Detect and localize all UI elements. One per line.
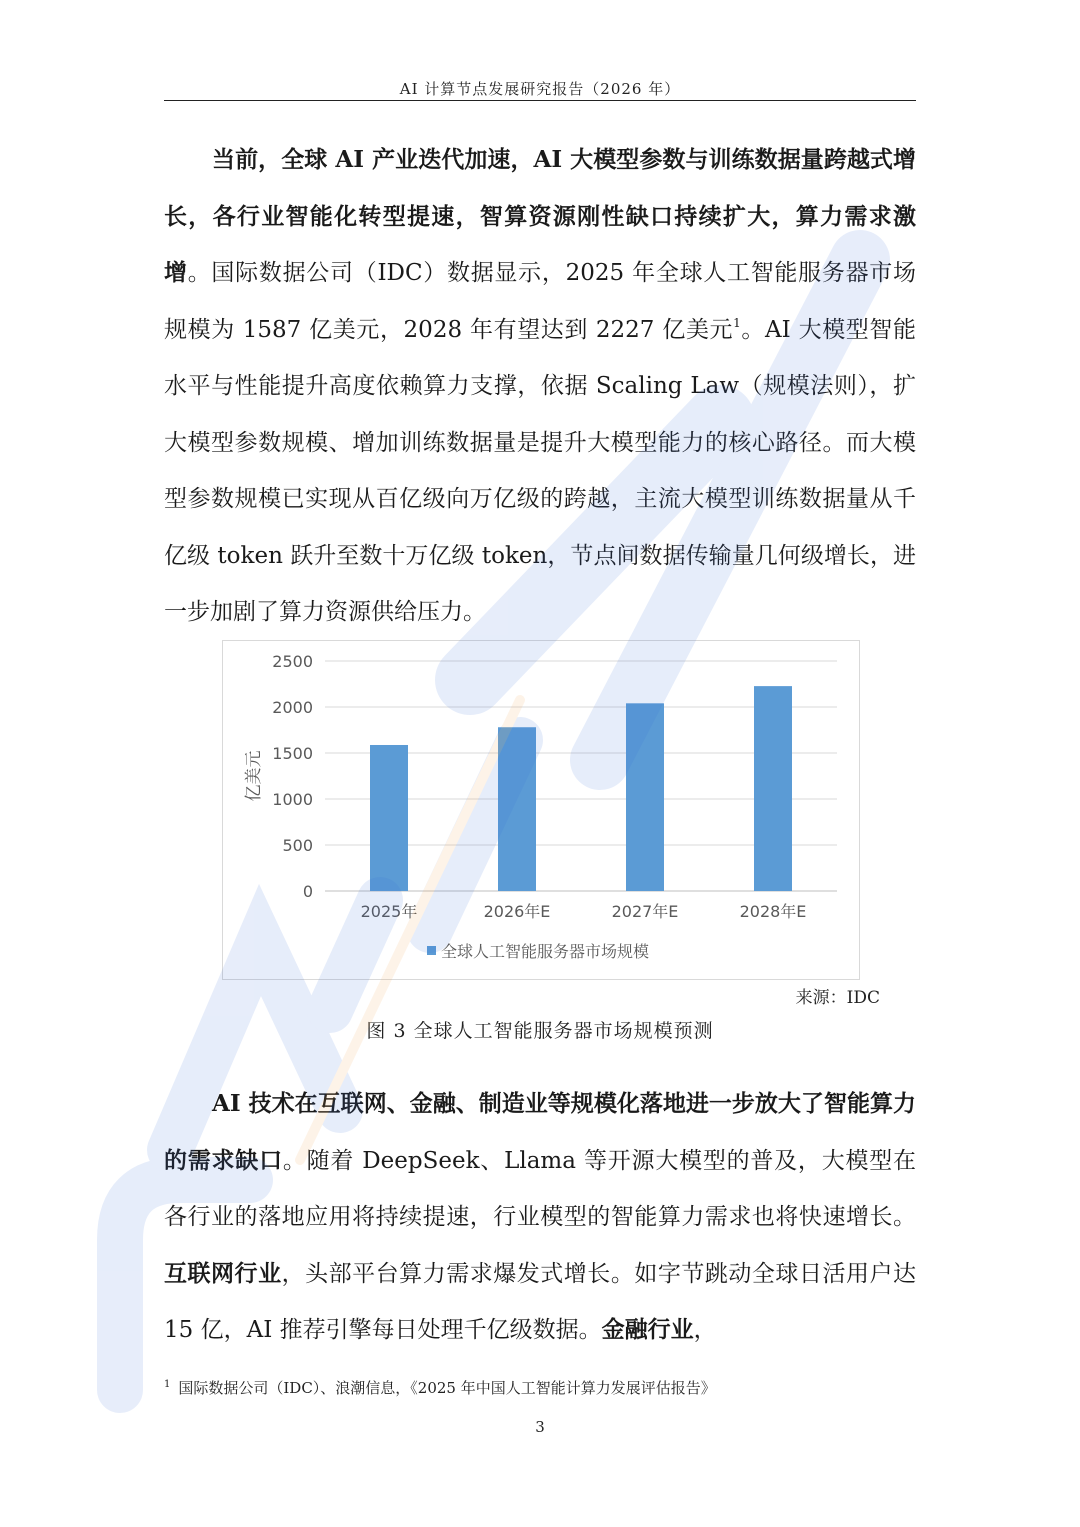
y-axis-label: 亿美元 — [244, 750, 264, 802]
footnote — [164, 1377, 916, 1398]
legend-label: 全球人工智能服务器市场规模 — [441, 942, 650, 961]
figure-caption: 图 3 全球人工智能服务器市场规模预测 — [366, 1020, 714, 1042]
header-rule — [164, 100, 916, 101]
bar-chart-svg — [223, 641, 859, 979]
paragraph-1-bold-lead: 当前，全球 AI 产业迭代加速，AI 大模型参数与训练数据量跨越式增长，各行业智能化转型提速，智算资源刚性缺口持续扩大，算力需求激增 — [164, 146, 916, 286]
footnote-text: 国际数据公司（IDC）、浪潮信息，《2025 年中国人工智能计算力发展评估报告》 — [178, 1379, 716, 1397]
y-tick-label: 2000 — [272, 698, 313, 717]
footnote-marker: 1 — [164, 1379, 171, 1390]
bar-chart — [222, 640, 860, 980]
y-tick-label: 1000 — [272, 790, 313, 809]
body-paragraph-1 — [164, 132, 916, 641]
bar — [754, 686, 792, 891]
body-paragraph-2 — [164, 1076, 916, 1359]
x-tick-label: 2027年E — [611, 902, 679, 921]
y-tick-label: 1500 — [272, 744, 313, 763]
paragraph-1-text-a: 。国际数据公司（IDC）数据显示，2025 年全球人工智能服务器市场规模为 1587 亿美元，2028 年有望达到 2227 亿美元 — [164, 260, 917, 343]
paragraph-2-bold-lead: AI 技术在互联网、金融、制造业等规模化落地进一步放大了智能算力的需求缺口 — [164, 1090, 916, 1174]
paragraph-2-bold-finance: 金融行业 — [601, 1316, 694, 1343]
paragraph-1-text-b: 。AI 大模型智能水平与性能提升高度依赖算力支撑，依据 Scaling Law（规模法则），扩大模型参数规模、增加训练数据量是提升大模型能力的核心路径。而大模型参数规模已实现从百亿级向万亿级的跨越，主流大模型训练数据量从千亿级 token 跃升至数十万亿级 token，节点间数据传输量几何级增长，进一步加剧了算力资源供给压力。 — [164, 316, 917, 625]
bar — [626, 703, 664, 891]
running-header: AI 计算节点发展研究报告（2026 年） — [399, 80, 681, 98]
x-tick-label: 2026年E — [483, 902, 551, 921]
paragraph-2-bold-internet: 互联网行业 — [164, 1259, 282, 1287]
x-tick-label: 2028年E — [739, 902, 807, 921]
bar — [498, 727, 536, 891]
chart-legend — [427, 942, 649, 961]
y-tick-label: 2500 — [272, 652, 313, 671]
x-tick-label: 2025年 — [360, 902, 418, 921]
paragraph-2-text-b: ，头部平台算力需求爆发式增长。如字节跳动全球日活用户达 15 亿，AI 推荐引擎每日处理千亿级数据。 — [164, 1260, 917, 1343]
y-tick-label: 0 — [302, 882, 313, 901]
bar — [370, 745, 408, 891]
paragraph-2-text-a: 。随着 DeepSeek、Llama 等开源大模型的普及，大模型在各行业的落地应用将持续提速，行业模型的智能算力需求也将快速增长。 — [164, 1147, 916, 1230]
paragraph-2-text-c: ， — [693, 1317, 717, 1343]
footnote-reference[interactable]: 1 — [733, 315, 741, 330]
legend-swatch — [427, 946, 436, 955]
figure-source: 来源：IDC — [795, 988, 880, 1008]
page-number: 3 — [535, 1418, 545, 1436]
y-tick-label: 500 — [282, 836, 313, 855]
